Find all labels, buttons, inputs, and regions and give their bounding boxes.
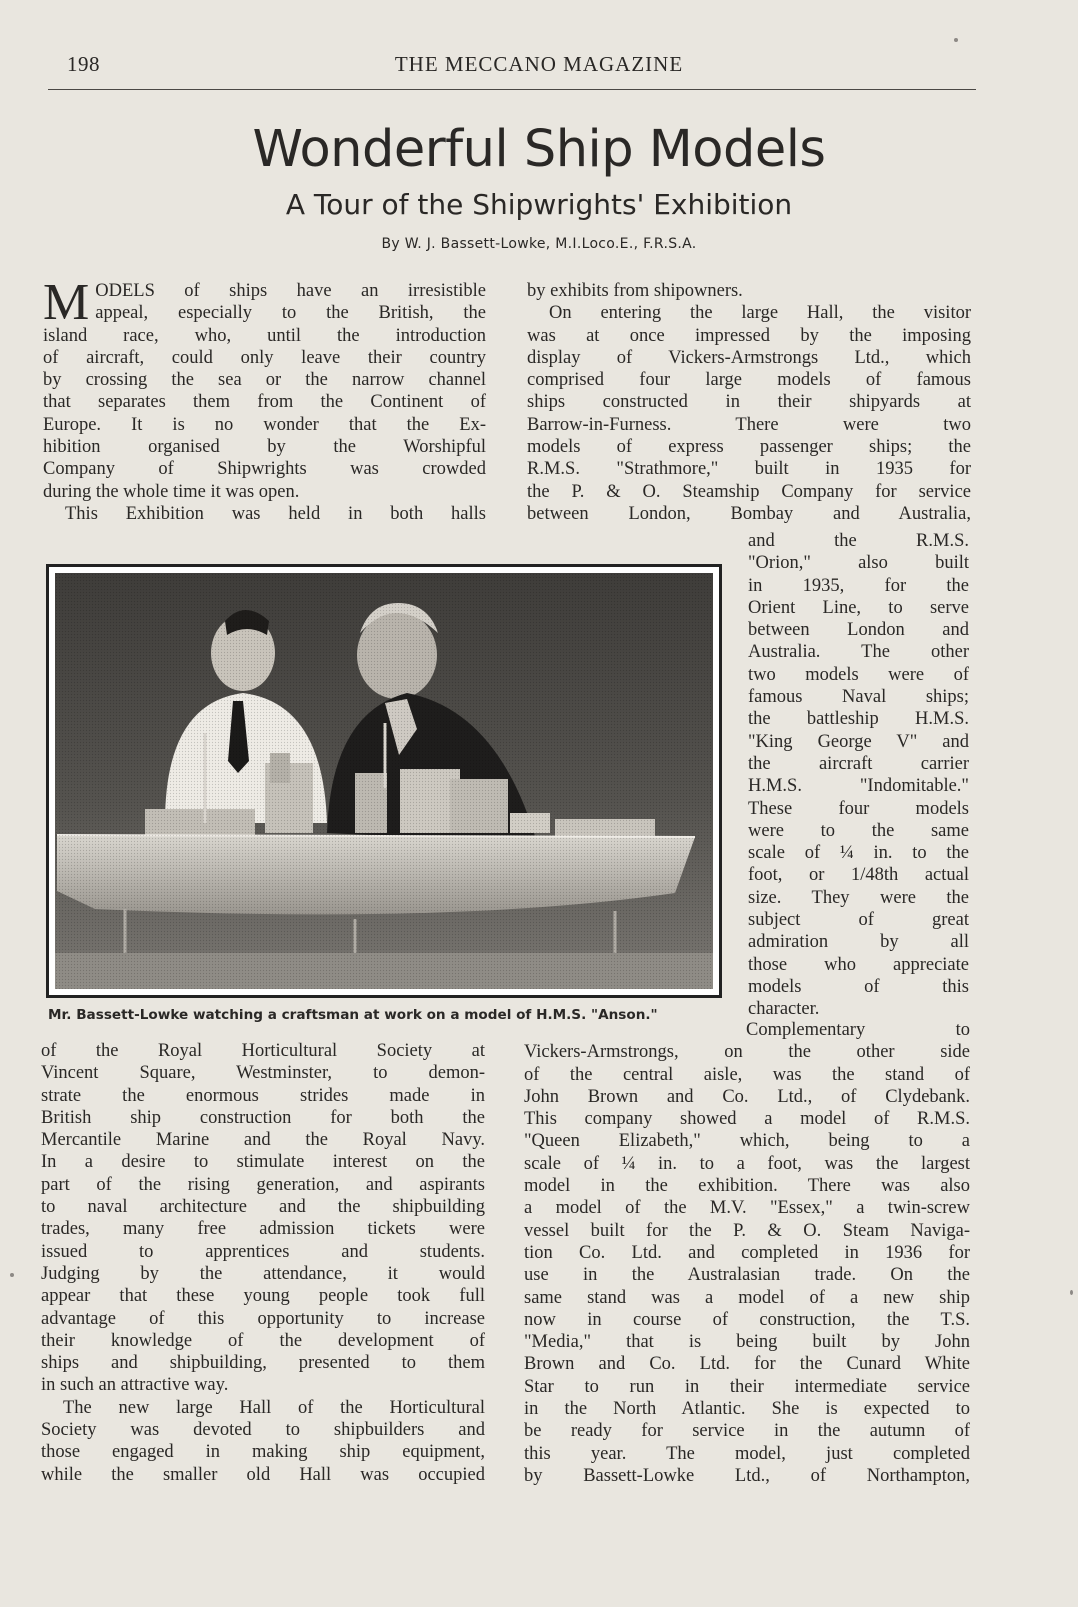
text-line: appear that these young people took full — [41, 1286, 485, 1307]
text-line: their knowledge of the development of — [41, 1330, 485, 1351]
text-line: Company of Shipwrights was crowded — [43, 459, 486, 480]
text-line: same stand was a model of a new ship — [524, 1287, 970, 1308]
text-line: a model of the M.V. "Essex," a twin-screw — [524, 1198, 970, 1219]
text-line: Complementary to — [746, 1020, 970, 1040]
article-title: Wonderful Ship Models — [252, 120, 826, 179]
text-line: These four models — [748, 798, 969, 819]
text-line: H.M.S. "Indomitable." — [748, 776, 969, 797]
magazine-title: THE MECCANO MAGAZINE — [394, 52, 684, 76]
text-line: tion Co. Ltd. and completed in 1936 for — [524, 1242, 970, 1263]
text-line: issued to apprentices and students. — [41, 1241, 485, 1262]
text-line: The new large Hall of the Horticultural — [63, 1397, 485, 1418]
article-subtitle: A Tour of the Shipwrights' Exhibition — [285, 188, 793, 221]
text-line: Brown and Co. Ltd. for the Cunard White — [524, 1354, 970, 1375]
text-line: that separates them from the Continent of — [43, 392, 486, 413]
text-line: Orient Line, to serve — [748, 597, 969, 618]
column-2-side — [748, 530, 969, 1021]
text-line: in the North Atlantic. She is expected to — [524, 1399, 970, 1420]
text-line: John Brown and Co. Ltd., of Clydebank. — [524, 1086, 970, 1107]
text-line: On entering the large Hall, the visitor — [549, 303, 971, 324]
text-line: British ship construction for both the — [41, 1107, 485, 1128]
column-1-top — [43, 274, 486, 525]
text-line: size. They were the — [748, 887, 969, 908]
header-rule — [48, 89, 976, 90]
text-line: "Media," that is being built by John — [524, 1332, 970, 1353]
text-line: comprised four large models of famous — [527, 370, 971, 391]
text-line: be ready for service in the autumn of — [524, 1421, 970, 1442]
column-2-top — [527, 280, 971, 525]
text-line: by crossing the sea or the narrow channel — [43, 370, 486, 391]
text-line: admiration by all — [748, 932, 969, 953]
text-line: models of express passenger ships; the — [527, 437, 971, 458]
text-line: and the R.M.S. — [748, 531, 969, 551]
text-line: models of this — [748, 976, 969, 997]
text-line: ships constructed in their shipyards at — [527, 392, 971, 413]
text-line: Vincent Square, Westminster, to demon- — [41, 1063, 485, 1084]
text-line: "King George V" and — [748, 731, 969, 752]
text-line: Europe. It is no wonder that the Ex- — [43, 414, 486, 435]
text-line: scale of ¼ in. to a foot, was the largest — [524, 1153, 970, 1174]
running-head — [0, 52, 1078, 82]
text-line: in 1935, for the — [748, 575, 969, 596]
text-line: part of the rising generation, and aspirants — [41, 1174, 485, 1195]
text-line: strate the enormous strides made in — [41, 1085, 485, 1106]
text-line: trades, many free admission tickets were — [41, 1219, 485, 1240]
text-line: foot, or 1/48th actual — [748, 865, 969, 886]
text-line: subject of great — [748, 910, 969, 931]
text-line: "Orion," also built — [748, 553, 969, 574]
text-line: Star to run in their intermediate service — [524, 1376, 970, 1397]
article-byline: By W. J. Bassett-Lowke, M.I.Loco.E., F.R.S.A. — [381, 236, 697, 252]
text-line: hibition organised by the Worshipful — [43, 437, 486, 458]
text-line: were to the same — [748, 820, 969, 841]
text-line: appeal, especially to the British, the — [95, 303, 486, 324]
text-line: to naval architecture and the shipbuilding — [41, 1197, 485, 1218]
text-line: of the central aisle, was the stand of — [524, 1064, 970, 1085]
text-line: vessel built for the P. & O. Steam Naviga- — [524, 1220, 970, 1241]
text-line: island race, who, until the introduction — [43, 325, 486, 346]
text-line: Barrow-in-Furness. There were two — [527, 414, 971, 435]
text-line: character. — [748, 999, 820, 1020]
text-line: the P. & O. Steamship Company for service — [527, 481, 971, 502]
page-number: 198 — [67, 52, 100, 76]
text-line: Vickers-Armstrongs, on the other side — [524, 1042, 970, 1063]
text-line: ships and shipbuilding, presented to them — [41, 1353, 485, 1374]
text-line: In a desire to stimulate interest on the — [41, 1152, 485, 1173]
text-line: by Bassett-Lowke Ltd., of Northampton, — [524, 1465, 970, 1486]
text-line: Judging by the attendance, it would — [41, 1263, 485, 1284]
text-line: the battleship H.M.S. — [748, 709, 969, 730]
text-line: of aircraft, could only leave their country — [43, 347, 486, 368]
drop-cap: M — [43, 274, 90, 331]
text-line: between London, Bombay and Australia, — [527, 503, 971, 524]
text-line: by exhibits from shipowners. — [527, 281, 743, 301]
paper-speck — [954, 38, 958, 42]
text-line: R.M.S. "Strathmore," built in 1935 for — [527, 459, 971, 480]
text-line: this year. The model, just completed — [524, 1443, 970, 1464]
text-line: two models were of — [748, 664, 969, 685]
text-line: those who appreciate — [748, 954, 969, 975]
text-line: advantage of this opportunity to increase — [41, 1308, 485, 1329]
paper-speck — [10, 1273, 14, 1277]
text-line: now in course of construction, the T.S. — [524, 1309, 970, 1330]
text-line: of the Royal Horticultural Society at — [41, 1041, 485, 1061]
text-line: in such an attractive way. — [41, 1375, 229, 1396]
text-line: scale of ¼ in. to the — [748, 843, 969, 864]
paper-speck — [1070, 1290, 1073, 1295]
photo-frame — [46, 564, 722, 998]
text-line: use in the Australasian trade. On the — [524, 1265, 970, 1286]
text-line: model in the exhibition. There was also — [524, 1176, 970, 1197]
text-line: This Exhibition was held in both halls — [65, 503, 486, 524]
text-line: famous Naval ships; — [748, 687, 969, 708]
text-line: display of Vickers-Armstrongs Ltd., which — [527, 347, 971, 368]
text-line: This company showed a model of R.M.S. — [524, 1109, 970, 1130]
text-line: Society was devoted to shipbuilders and — [41, 1420, 485, 1441]
text-line: Australia. The other — [748, 642, 969, 663]
text-line: between London and — [748, 620, 969, 641]
column-2-bottom — [524, 1019, 970, 1487]
text-line: the aircraft carrier — [748, 753, 969, 774]
column-1-bottom — [41, 1040, 485, 1486]
text-line: ODELS of ships have an irresistible — [95, 281, 486, 301]
text-line: while the smaller old Hall was occupied — [41, 1464, 485, 1485]
text-line: during the whole time it was open. — [43, 481, 300, 502]
ship-model-photo — [55, 573, 713, 989]
text-line: those engaged in making ship equipment, — [41, 1442, 485, 1463]
text-line: was at once impressed by the imposing — [527, 325, 971, 346]
photo-caption: Mr. Bassett-Lowke watching a craftsman at work on a model of H.M.S. "Anson." — [48, 1007, 658, 1023]
text-line: Mercantile Marine and the Royal Navy. — [41, 1130, 485, 1151]
text-line: "Queen Elizabeth," which, being to a — [524, 1131, 970, 1152]
